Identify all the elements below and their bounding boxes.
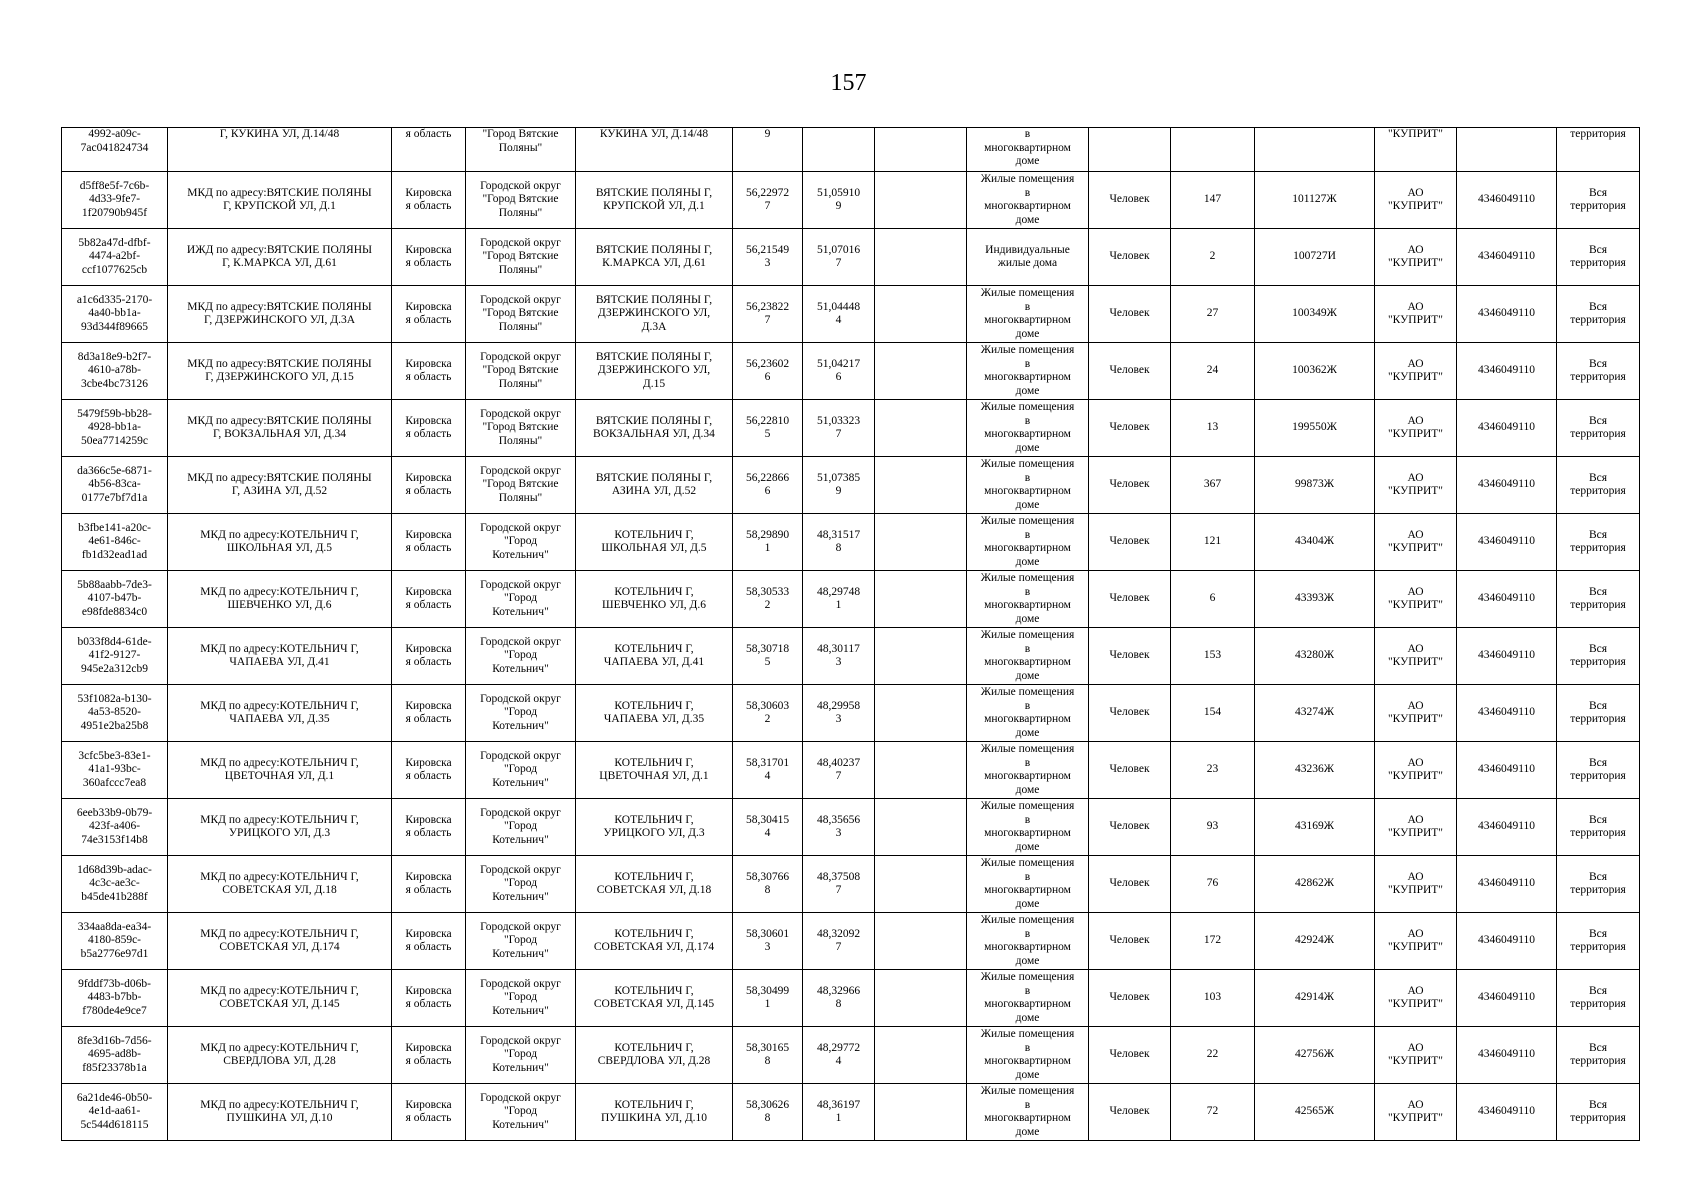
cell-territory: Вся территория — [1557, 913, 1640, 970]
cell-account-number: 199550Ж — [1255, 400, 1375, 457]
cell-object-name: МКД по адресу:КОТЕЛЬНИЧ Г, ЧАПАЕВА УЛ, Д.35 — [168, 685, 392, 742]
cell-latitude: 56,23822 7 — [733, 286, 803, 343]
cell-territory: территория — [1557, 128, 1640, 172]
cell-object-type: Жилые помещения в многоквартирном доме — [967, 685, 1089, 742]
cell-organization: АО "КУПРИТ" — [1375, 1084, 1457, 1141]
cell-object-name: МКД по адресу:ВЯТСКИЕ ПОЛЯНЫ Г, ДЗЕРЖИНСКОГО УЛ, Д.3А — [168, 286, 392, 343]
cell-object-id: 4992-a09c- 7ac041824734 — [62, 128, 168, 172]
cell-territory: Вся территория — [1557, 343, 1640, 400]
table-row — [62, 970, 1640, 1027]
cell-object-name: МКД по адресу:ВЯТСКИЕ ПОЛЯНЫ Г, ВОКЗАЛЬНАЯ УЛ, Д.34 — [168, 400, 392, 457]
cell-object-name: МКД по адресу:КОТЕЛЬНИЧ Г, ШКОЛЬНАЯ УЛ, Д.5 — [168, 514, 392, 571]
cell-empty-cell — [875, 172, 967, 229]
cell-object-id: 5b88aabb-7de3- 4107-b47b- e98fde8834c0 — [62, 571, 168, 628]
cell-account-number: 99873Ж — [1255, 457, 1375, 514]
cell-address: КОТЕЛЬНИЧ Г, ШКОЛЬНАЯ УЛ, Д.5 — [576, 514, 733, 571]
cell-object-id: 8d3a18e9-b2f7- 4610-a78b- 3cbe4bc73126 — [62, 343, 168, 400]
table-row — [62, 685, 1640, 742]
cell-unit: Человек — [1089, 514, 1171, 571]
cell-object-type: Жилые помещения в многоквартирном доме — [967, 457, 1089, 514]
cell-unit: Человек — [1089, 856, 1171, 913]
cell-longitude: 48,29958 3 — [803, 685, 875, 742]
table-row — [62, 571, 1640, 628]
cell-territory: Вся территория — [1557, 514, 1640, 571]
cell-object-name: МКД по адресу:КОТЕЛЬНИЧ Г, ЦВЕТОЧНАЯ УЛ, Д.1 — [168, 742, 392, 799]
cell-address: КОТЕЛЬНИЧ Г, УРИЦКОГО УЛ, Д.3 — [576, 799, 733, 856]
cell-account-number: 43236Ж — [1255, 742, 1375, 799]
cell-object-name: МКД по адресу:КОТЕЛЬНИЧ Г, СОВЕТСКАЯ УЛ, Д.18 — [168, 856, 392, 913]
cell-latitude: 58,30766 8 — [733, 856, 803, 913]
cell-unit: Человек — [1089, 457, 1171, 514]
cell-quantity: 27 — [1171, 286, 1255, 343]
cell-object-type: Жилые помещения в многоквартирном доме — [967, 1027, 1089, 1084]
cell-longitude: 51,04217 6 — [803, 343, 875, 400]
cell-organization: АО "КУПРИТ" — [1375, 970, 1457, 1027]
cell-longitude: 48,32966 8 — [803, 970, 875, 1027]
cell-quantity: 367 — [1171, 457, 1255, 514]
cell-object-name: МКД по адресу:КОТЕЛЬНИЧ Г, СОВЕТСКАЯ УЛ, Д.174 — [168, 913, 392, 970]
cell-empty-cell — [875, 343, 967, 400]
cell-address: КОТЕЛЬНИЧ Г, ЧАПАЕВА УЛ, Д.41 — [576, 628, 733, 685]
cell-object-name: МКД по адресу:КОТЕЛЬНИЧ Г, СВЕРДЛОВА УЛ, Д.28 — [168, 1027, 392, 1084]
cell-empty-cell — [875, 514, 967, 571]
cell-territory: Вся территория — [1557, 856, 1640, 913]
cell-region: Кировска я область — [392, 685, 466, 742]
cell-address: ВЯТСКИЕ ПОЛЯНЫ Г, КРУПСКОЙ УЛ, Д.1 — [576, 172, 733, 229]
cell-address: КОТЕЛЬНИЧ Г, СОВЕТСКАЯ УЛ, Д.18 — [576, 856, 733, 913]
cell-longitude: 51,04448 4 — [803, 286, 875, 343]
cell-object-id: 3cfc5be3-83e1- 41a1-93bc- 360afccc7ea8 — [62, 742, 168, 799]
table-row — [62, 457, 1640, 514]
cell-inn: 4346049110 — [1457, 457, 1557, 514]
cell-object-name: МКД по адресу:КОТЕЛЬНИЧ Г, СОВЕТСКАЯ УЛ, Д.145 — [168, 970, 392, 1027]
table-row — [62, 286, 1640, 343]
cell-object-name: Г, КУКИНА УЛ, Д.14/48 — [168, 128, 392, 172]
cell-territory: Вся территория — [1557, 1084, 1640, 1141]
cell-organization: АО "КУПРИТ" — [1375, 913, 1457, 970]
table-row — [62, 742, 1640, 799]
cell-organization: АО "КУПРИТ" — [1375, 856, 1457, 913]
cell-address: КОТЕЛЬНИЧ Г, СОВЕТСКАЯ УЛ, Д.174 — [576, 913, 733, 970]
cell-inn: 4346049110 — [1457, 286, 1557, 343]
cell-longitude: 48,31517 8 — [803, 514, 875, 571]
cell-territory: Вся территория — [1557, 799, 1640, 856]
cell-unit: Человек — [1089, 628, 1171, 685]
cell-unit: Человек — [1089, 571, 1171, 628]
cell-inn: 4346049110 — [1457, 514, 1557, 571]
cell-longitude: 48,37508 7 — [803, 856, 875, 913]
cell-address: ВЯТСКИЕ ПОЛЯНЫ Г, ДЗЕРЖИНСКОГО УЛ, Д.15 — [576, 343, 733, 400]
cell-municipality: "Город Вятские Поляны" — [466, 128, 576, 172]
cell-latitude: 58,30601 3 — [733, 913, 803, 970]
cell-organization: АО "КУПРИТ" — [1375, 400, 1457, 457]
cell-latitude: 58,29890 1 — [733, 514, 803, 571]
cell-object-type: Жилые помещения в многоквартирном доме — [967, 742, 1089, 799]
cell-empty-cell — [875, 970, 967, 1027]
cell-latitude: 58,30626 8 — [733, 1084, 803, 1141]
cell-object-type: Жилые помещения в многоквартирном доме — [967, 1084, 1089, 1141]
cell-address: КОТЕЛЬНИЧ Г, ЦВЕТОЧНАЯ УЛ, Д.1 — [576, 742, 733, 799]
cell-organization: АО "КУПРИТ" — [1375, 1027, 1457, 1084]
table-row-continued — [62, 128, 1640, 172]
registry-body — [62, 128, 1640, 1141]
cell-territory: Вся территория — [1557, 742, 1640, 799]
cell-municipality: Городской округ "Город Котельнич" — [466, 1027, 576, 1084]
cell-municipality: Городской округ "Город Котельнич" — [466, 913, 576, 970]
cell-municipality: Городской округ "Город Котельнич" — [466, 628, 576, 685]
cell-organization: АО "КУПРИТ" — [1375, 571, 1457, 628]
cell-latitude: 58,30415 4 — [733, 799, 803, 856]
cell-region: Кировска я область — [392, 742, 466, 799]
cell-territory: Вся территория — [1557, 970, 1640, 1027]
cell-latitude: 58,30499 1 — [733, 970, 803, 1027]
cell-region: Кировска я область — [392, 913, 466, 970]
cell-object-type: Жилые помещения в многоквартирном доме — [967, 799, 1089, 856]
cell-empty-cell — [875, 799, 967, 856]
cell-latitude: 58,30165 8 — [733, 1027, 803, 1084]
cell-organization: АО "КУПРИТ" — [1375, 628, 1457, 685]
cell-territory: Вся территория — [1557, 286, 1640, 343]
cell-object-id: b3fbe141-a20c- 4e61-846c- fb1d32ead1ad — [62, 514, 168, 571]
cell-inn: 4346049110 — [1457, 1027, 1557, 1084]
cell-organization: АО "КУПРИТ" — [1375, 799, 1457, 856]
cell-region: я область — [392, 128, 466, 172]
cell-longitude: 48,30117 3 — [803, 628, 875, 685]
cell-empty-cell — [875, 1084, 967, 1141]
cell-unit: Человек — [1089, 229, 1171, 286]
cell-region: Кировска я область — [392, 628, 466, 685]
cell-longitude: 48,35656 3 — [803, 799, 875, 856]
cell-region: Кировска я область — [392, 514, 466, 571]
cell-unit — [1089, 128, 1171, 172]
cell-longitude: 51,03323 7 — [803, 400, 875, 457]
cell-address: КОТЕЛЬНИЧ Г, ШЕВЧЕНКО УЛ, Д.6 — [576, 571, 733, 628]
table-row — [62, 172, 1640, 229]
table-row — [62, 1027, 1640, 1084]
cell-territory: Вся территория — [1557, 457, 1640, 514]
cell-object-type: Индивидуальные жилые дома — [967, 229, 1089, 286]
cell-empty-cell — [875, 856, 967, 913]
cell-quantity: 93 — [1171, 799, 1255, 856]
cell-object-id: 6a21de46-0b50- 4e1d-aa61- 5c544d618115 — [62, 1084, 168, 1141]
cell-account-number: 42756Ж — [1255, 1027, 1375, 1084]
cell-region: Кировска я область — [392, 856, 466, 913]
cell-address: КОТЕЛЬНИЧ Г, ЧАПАЕВА УЛ, Д.35 — [576, 685, 733, 742]
cell-quantity: 6 — [1171, 571, 1255, 628]
cell-latitude: 9 — [733, 128, 803, 172]
cell-object-name: МКД по адресу:ВЯТСКИЕ ПОЛЯНЫ Г, ДЗЕРЖИНСКОГО УЛ, Д.15 — [168, 343, 392, 400]
table-row — [62, 400, 1640, 457]
cell-account-number: 43393Ж — [1255, 571, 1375, 628]
table-row — [62, 1084, 1640, 1141]
cell-account-number: 100727И — [1255, 229, 1375, 286]
cell-longitude: 48,32092 7 — [803, 913, 875, 970]
cell-object-type: Жилые помещения в многоквартирном доме — [967, 514, 1089, 571]
cell-object-id: da366c5e-6871- 4b56-83ca- 0177e7bf7d1a — [62, 457, 168, 514]
cell-inn: 4346049110 — [1457, 856, 1557, 913]
cell-organization: АО "КУПРИТ" — [1375, 343, 1457, 400]
cell-object-id: 5b82a47d-dfbf- 4474-a2bf- ccf1077625cb — [62, 229, 168, 286]
cell-municipality: Городской округ "Город Котельнич" — [466, 685, 576, 742]
cell-object-id: 9fddf73b-d06b- 4483-b7bb- f780de4e9ce7 — [62, 970, 168, 1027]
cell-longitude — [803, 128, 875, 172]
cell-object-type: Жилые помещения в многоквартирном доме — [967, 343, 1089, 400]
cell-object-type: Жилые помещения в многоквартирном доме — [967, 400, 1089, 457]
cell-account-number: 43404Ж — [1255, 514, 1375, 571]
cell-empty-cell — [875, 685, 967, 742]
cell-empty-cell — [875, 742, 967, 799]
cell-inn: 4346049110 — [1457, 913, 1557, 970]
cell-unit: Человек — [1089, 1084, 1171, 1141]
cell-municipality: Городской округ "Город Вятские Поляны" — [466, 400, 576, 457]
cell-empty-cell — [875, 1027, 967, 1084]
cell-object-id: 6eeb33b9-0b79- 423f-a406- 74e3153f14b8 — [62, 799, 168, 856]
page-number: 157 — [830, 70, 867, 96]
cell-region: Кировска я область — [392, 1084, 466, 1141]
cell-territory: Вся территория — [1557, 571, 1640, 628]
cell-inn: 4346049110 — [1457, 628, 1557, 685]
cell-organization: АО "КУПРИТ" — [1375, 685, 1457, 742]
cell-inn: 4346049110 — [1457, 343, 1557, 400]
cell-municipality: Городской округ "Город Вятские Поляны" — [466, 343, 576, 400]
cell-unit: Человек — [1089, 970, 1171, 1027]
cell-region: Кировска я область — [392, 286, 466, 343]
cell-account-number — [1255, 128, 1375, 172]
table-row — [62, 229, 1640, 286]
cell-account-number: 42862Ж — [1255, 856, 1375, 913]
cell-municipality: Городской округ "Город Вятские Поляны" — [466, 172, 576, 229]
cell-quantity: 153 — [1171, 628, 1255, 685]
cell-latitude: 58,30603 2 — [733, 685, 803, 742]
cell-quantity: 172 — [1171, 913, 1255, 970]
cell-account-number: 43274Ж — [1255, 685, 1375, 742]
cell-municipality: Городской округ "Город Котельнич" — [466, 799, 576, 856]
cell-municipality: Городской округ "Город Вятские Поляны" — [466, 286, 576, 343]
cell-address: КОТЕЛЬНИЧ Г, ПУШКИНА УЛ, Д.10 — [576, 1084, 733, 1141]
cell-address: ВЯТСКИЕ ПОЛЯНЫ Г, К.МАРКСА УЛ, Д.61 — [576, 229, 733, 286]
cell-territory: Вся территория — [1557, 172, 1640, 229]
cell-address: ВЯТСКИЕ ПОЛЯНЫ Г, АЗИНА УЛ, Д.52 — [576, 457, 733, 514]
cell-address: ВЯТСКИЕ ПОЛЯНЫ Г, ВОКЗАЛЬНАЯ УЛ, Д.34 — [576, 400, 733, 457]
cell-object-type: Жилые помещения в многоквартирном доме — [967, 628, 1089, 685]
cell-unit: Человек — [1089, 172, 1171, 229]
cell-longitude: 48,40237 7 — [803, 742, 875, 799]
cell-organization: АО "КУПРИТ" — [1375, 229, 1457, 286]
cell-account-number: 43280Ж — [1255, 628, 1375, 685]
cell-territory: Вся территория — [1557, 400, 1640, 457]
cell-object-id: 8fe3d16b-7d56- 4695-ad8b- f85f23378b1a — [62, 1027, 168, 1084]
cell-object-id: a1c6d335-2170- 4a40-bb1a- 93d344f89665 — [62, 286, 168, 343]
cell-region: Кировска я область — [392, 229, 466, 286]
cell-latitude: 56,22866 6 — [733, 457, 803, 514]
cell-quantity: 147 — [1171, 172, 1255, 229]
cell-latitude: 58,30533 2 — [733, 571, 803, 628]
cell-object-id: b033f8d4-61de- 41f2-9127- 945e2a312cb9 — [62, 628, 168, 685]
cell-latitude: 56,22810 5 — [733, 400, 803, 457]
cell-longitude: 48,29748 1 — [803, 571, 875, 628]
cell-organization: "КУПРИТ" — [1375, 128, 1457, 172]
cell-region: Кировска я область — [392, 1027, 466, 1084]
cell-latitude: 56,22972 7 — [733, 172, 803, 229]
cell-longitude: 51,05910 9 — [803, 172, 875, 229]
cell-account-number: 43169Ж — [1255, 799, 1375, 856]
cell-region: Кировска я область — [392, 799, 466, 856]
cell-object-type: Жилые помещения в многоквартирном доме — [967, 286, 1089, 343]
cell-object-type: в многоквартирном доме — [967, 128, 1089, 172]
cell-inn: 4346049110 — [1457, 1084, 1557, 1141]
cell-inn: 4346049110 — [1457, 571, 1557, 628]
cell-inn — [1457, 128, 1557, 172]
cell-empty-cell — [875, 128, 967, 172]
table-row — [62, 343, 1640, 400]
cell-unit: Человек — [1089, 742, 1171, 799]
cell-inn: 4346049110 — [1457, 970, 1557, 1027]
cell-object-id: d5ff8e5f-7c6b- 4d33-9fe7- 1f20790b945f — [62, 172, 168, 229]
cell-inn: 4346049110 — [1457, 742, 1557, 799]
cell-inn: 4346049110 — [1457, 229, 1557, 286]
table-row — [62, 913, 1640, 970]
cell-object-id: 5479f59b-bb28- 4928-bb1a- 50ea7714259c — [62, 400, 168, 457]
cell-unit: Человек — [1089, 799, 1171, 856]
cell-unit: Человек — [1089, 400, 1171, 457]
cell-empty-cell — [875, 913, 967, 970]
registry-table — [61, 127, 1640, 1141]
cell-territory: Вся территория — [1557, 685, 1640, 742]
cell-object-type: Жилые помещения в многоквартирном доме — [967, 970, 1089, 1027]
cell-inn: 4346049110 — [1457, 400, 1557, 457]
cell-object-type: Жилые помещения в многоквартирном доме — [967, 571, 1089, 628]
cell-quantity — [1171, 128, 1255, 172]
cell-account-number: 42924Ж — [1255, 913, 1375, 970]
cell-municipality: Городской округ "Город Котельнич" — [466, 970, 576, 1027]
cell-object-type: Жилые помещения в многоквартирном доме — [967, 172, 1089, 229]
cell-organization: АО "КУПРИТ" — [1375, 172, 1457, 229]
cell-longitude: 51,07385 9 — [803, 457, 875, 514]
cell-inn: 4346049110 — [1457, 799, 1557, 856]
cell-empty-cell — [875, 571, 967, 628]
cell-organization: АО "КУПРИТ" — [1375, 457, 1457, 514]
cell-quantity: 23 — [1171, 742, 1255, 799]
cell-unit: Человек — [1089, 685, 1171, 742]
cell-quantity: 103 — [1171, 970, 1255, 1027]
cell-organization: АО "КУПРИТ" — [1375, 742, 1457, 799]
table-row — [62, 799, 1640, 856]
cell-inn: 4346049110 — [1457, 685, 1557, 742]
cell-unit: Человек — [1089, 286, 1171, 343]
cell-object-name: ИЖД по адресу:ВЯТСКИЕ ПОЛЯНЫ Г, К.МАРКСА УЛ, Д.61 — [168, 229, 392, 286]
table-row — [62, 514, 1640, 571]
cell-quantity: 72 — [1171, 1084, 1255, 1141]
cell-latitude: 58,30718 5 — [733, 628, 803, 685]
cell-organization: АО "КУПРИТ" — [1375, 514, 1457, 571]
cell-territory: Вся территория — [1557, 229, 1640, 286]
cell-territory: Вся территория — [1557, 628, 1640, 685]
cell-municipality: Городской округ "Город Вятские Поляны" — [466, 229, 576, 286]
cell-object-type: Жилые помещения в многоквартирном доме — [967, 913, 1089, 970]
cell-object-name: МКД по адресу:ВЯТСКИЕ ПОЛЯНЫ Г, АЗИНА УЛ, Д.52 — [168, 457, 392, 514]
cell-empty-cell — [875, 628, 967, 685]
cell-empty-cell — [875, 457, 967, 514]
cell-quantity: 13 — [1171, 400, 1255, 457]
cell-object-name: МКД по адресу:КОТЕЛЬНИЧ Г, ЧАПАЕВА УЛ, Д.41 — [168, 628, 392, 685]
cell-latitude: 58,31701 4 — [733, 742, 803, 799]
cell-region: Кировска я область — [392, 400, 466, 457]
cell-longitude: 48,29772 4 — [803, 1027, 875, 1084]
cell-quantity: 2 — [1171, 229, 1255, 286]
cell-object-name: МКД по адресу:ВЯТСКИЕ ПОЛЯНЫ Г, КРУПСКОЙ УЛ, Д.1 — [168, 172, 392, 229]
table-row — [62, 856, 1640, 913]
cell-municipality: Городской округ "Город Котельнич" — [466, 514, 576, 571]
cell-address: ВЯТСКИЕ ПОЛЯНЫ Г, ДЗЕРЖИНСКОГО УЛ, Д.3А — [576, 286, 733, 343]
cell-municipality: Городской округ "Город Котельнич" — [466, 856, 576, 913]
cell-region: Кировска я область — [392, 172, 466, 229]
cell-object-type: Жилые помещения в многоквартирном доме — [967, 856, 1089, 913]
cell-object-name: МКД по адресу:КОТЕЛЬНИЧ Г, ПУШКИНА УЛ, Д.10 — [168, 1084, 392, 1141]
cell-quantity: 121 — [1171, 514, 1255, 571]
cell-account-number: 42565Ж — [1255, 1084, 1375, 1141]
cell-empty-cell — [875, 400, 967, 457]
cell-unit: Человек — [1089, 913, 1171, 970]
cell-empty-cell — [875, 229, 967, 286]
cell-address: КОТЕЛЬНИЧ Г, СОВЕТСКАЯ УЛ, Д.145 — [576, 970, 733, 1027]
cell-quantity: 76 — [1171, 856, 1255, 913]
cell-municipality: Городской округ "Город Котельнич" — [466, 571, 576, 628]
cell-municipality: Городской округ "Город Котельнич" — [466, 742, 576, 799]
cell-object-id: 1d68d39b-adac- 4c3c-ae3c- b45de41b288f — [62, 856, 168, 913]
cell-unit: Человек — [1089, 343, 1171, 400]
cell-latitude: 56,21549 3 — [733, 229, 803, 286]
cell-municipality: Городской округ "Город Котельнич" — [466, 1084, 576, 1141]
cell-object-name: МКД по адресу:КОТЕЛЬНИЧ Г, УРИЦКОГО УЛ, Д.3 — [168, 799, 392, 856]
cell-municipality: Городской округ "Город Вятские Поляны" — [466, 457, 576, 514]
cell-region: Кировска я область — [392, 571, 466, 628]
cell-longitude: 51,07016 7 — [803, 229, 875, 286]
cell-territory: Вся территория — [1557, 1027, 1640, 1084]
cell-quantity: 24 — [1171, 343, 1255, 400]
table-row — [62, 628, 1640, 685]
cell-quantity: 154 — [1171, 685, 1255, 742]
cell-longitude: 48,36197 1 — [803, 1084, 875, 1141]
cell-organization: АО "КУПРИТ" — [1375, 286, 1457, 343]
cell-object-id: 334aa8da-ea34- 4180-859c- b5a2776e97d1 — [62, 913, 168, 970]
cell-account-number: 101127Ж — [1255, 172, 1375, 229]
cell-account-number: 100362Ж — [1255, 343, 1375, 400]
cell-address: КОТЕЛЬНИЧ Г, СВЕРДЛОВА УЛ, Д.28 — [576, 1027, 733, 1084]
cell-account-number: 42914Ж — [1255, 970, 1375, 1027]
cell-object-id: 53f1082a-b130- 4a53-8520- 4951e2ba25b8 — [62, 685, 168, 742]
cell-region: Кировска я область — [392, 457, 466, 514]
cell-object-name: МКД по адресу:КОТЕЛЬНИЧ Г, ШЕВЧЕНКО УЛ, Д.6 — [168, 571, 392, 628]
cell-empty-cell — [875, 286, 967, 343]
cell-address: КУКИНА УЛ, Д.14/48 — [576, 128, 733, 172]
cell-region: Кировска я область — [392, 343, 466, 400]
cell-region: Кировска я область — [392, 970, 466, 1027]
cell-inn: 4346049110 — [1457, 172, 1557, 229]
cell-latitude: 56,23602 6 — [733, 343, 803, 400]
cell-account-number: 100349Ж — [1255, 286, 1375, 343]
cell-unit: Человек — [1089, 1027, 1171, 1084]
cell-quantity: 22 — [1171, 1027, 1255, 1084]
